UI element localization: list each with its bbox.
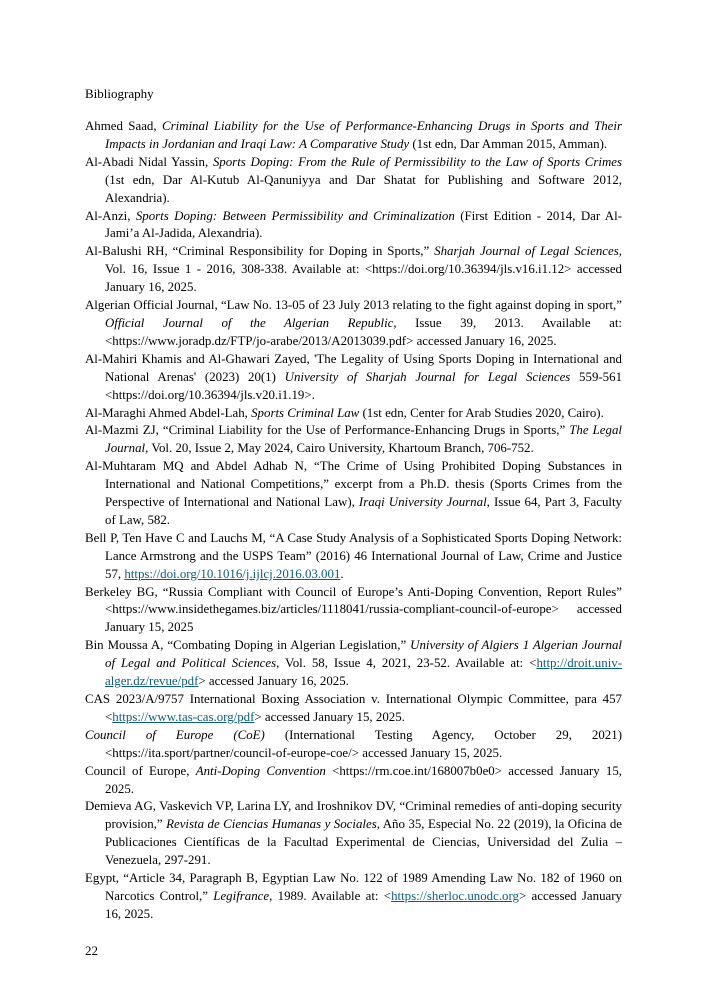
reference-text: , Issue 64, Part 3, Faculty of Law, 582.: [105, 495, 622, 527]
reference-entry: [85, 243, 622, 297]
reference-text: 559-561 <https://doi.org/10.36394/jls.v20.i1.19>.: [105, 369, 623, 402]
reference-title: Sports Doping: Between Permissibility and Criminalization: [135, 208, 455, 223]
reference-entry: [85, 870, 622, 924]
reference-text: Algerian Official Journal, “Law No. 13-05 of 23 July 2013 relating to the fight against doping in sport,”: [85, 298, 622, 313]
reference-text: Al-Maraghi Ahmed Abdel-Lah,: [85, 405, 252, 420]
reference-title: University of Algiers 1 Algerian Journal of Legal and Political Sciences: [105, 638, 623, 671]
reference-text: (1st edn, Center for Arab Studies 2020, Cairo).: [359, 405, 604, 420]
reference-text: Al-Balushi RH, “Criminal Responsibility for Doping in Sports,”: [85, 244, 435, 259]
reference-entry: [85, 351, 622, 405]
reference-link[interactable]: http://droit.univ-alger.dz/revue/pdf: [105, 656, 623, 689]
reference-entry: [85, 637, 622, 691]
reference-entry: [85, 763, 622, 799]
reference-text: CAS 2023/A/9757 International Boxing Association v. International Olympic Committee, para 457 <: [85, 692, 622, 724]
reference-text: Demieva AG, Vaskevich VP, Larina LY, and Iroshnikov DV, “Criminal remedies of anti-doping security provision,”: [85, 799, 622, 832]
reference-link[interactable]: https://sherloc.unodc.org: [391, 888, 519, 903]
reference-text: Egypt, “Article 34, Paragraph B, Egyptian Law No. 122 of 1989 Amending Law No. 182 of 1960 on Narcotics Control,”: [85, 871, 622, 903]
reference-text: Al-Mahiri Khamis and Al-Ghawari Zayed, 'The Legality of Using Sports Doping in International and National Arenas' (2023) 20(1): [85, 351, 622, 384]
reference-title: Criminal Liability for the Use of Performance-Enhancing Drugs in Sports and Their Impacts in Jordanian and Iraqi Law: A Comparative Study: [105, 119, 622, 151]
reference-text: Al-Muhtaram MQ and Abdel Adhab N, “The Crime of Using Prohibited Doping Substances in International and National Competitions,” excerpt from a Ph.D. thesis (Sports Crimes from the Perspective of International and National Law),: [85, 459, 622, 510]
reference-entry: [85, 584, 622, 638]
reference-text: .: [340, 566, 344, 581]
reference-entry: [85, 458, 622, 530]
reference-text: <https://rm.coe.int/168007b0e0> accessed January 15, 2025.: [105, 763, 623, 796]
reference-text: > accessed January 16, 2025.: [198, 674, 349, 689]
reference-text: Berkeley BG, “Russia Compliant with Council of Europe’s Anti-Doping Convention, Report Rules” <https://www.insidethegames.biz/articles/1118041/russia-compliant-council-of-europe> accessed January 15, 2025: [85, 584, 622, 635]
reference-title: The Legal Journal: [105, 423, 622, 456]
reference-title: Revista de Ciencias Humanas y Sociales: [166, 817, 377, 832]
reference-link[interactable]: https://doi.org/10.1016/j.ijlcj.2016.03.001: [124, 566, 341, 581]
reference-title: Official Journal of the Algerian Republic: [105, 315, 394, 330]
reference-title: Anti-Doping Convention: [195, 763, 326, 778]
reference-entry: [85, 118, 622, 154]
reference-text: , Vol. 58, Issue 4, 2021, 23-52. Available at: <: [276, 656, 537, 671]
reference-title: Sports Criminal Law: [251, 405, 360, 420]
reference-text: Ahmed Saad,: [85, 119, 162, 133]
reference-text: , Vol. 16, Issue 1 - 2016, 308-338. Available at: <https://doi.org/10.36394/jls.v16.i1.12> accessed January 16, 2025.: [105, 244, 622, 295]
reference-entry: [85, 727, 622, 763]
reference-entry: [85, 422, 622, 458]
reference-text: > accessed January 16, 2025.: [105, 888, 622, 921]
reference-text: (International Testing Agency, October 29, 2021) <https://ita.sport/partner/council-of-europe-coe/> accessed January 15, 2025.: [105, 727, 622, 760]
reference-entry: [85, 691, 622, 727]
reference-text: (1st edn, Dar Al-Kutub Al-Qanuniyya and Dar Shatat for Publishing and Software 2012, Alexandria).: [105, 172, 622, 205]
reference-title: Council of Europe (CoE): [85, 727, 265, 742]
page-number: 22: [85, 943, 98, 958]
reference-text: Bin Moussa A, “Combating Doping in Algerian Legislation,”: [85, 638, 411, 653]
reference-title: Iraqi University Journal: [358, 495, 487, 510]
reference-title: Sharjah Journal of Legal Sciences: [434, 244, 619, 259]
reference-title: Sports Doping: From the Rule of Permissibility to the Law of Sports Crimes: [212, 154, 622, 169]
reference-text: , Vol. 20, Issue 2, May 2024, Cairo University, Khartoum Branch, 706-752.: [145, 441, 534, 456]
reference-entry: [85, 530, 622, 584]
reference-text: Al-Mazmi ZJ, “Criminal Liability for the Use of Performance-Enhancing Drugs in Sports,”: [85, 423, 570, 438]
reference-entry: [85, 405, 622, 423]
reference-text: , 1989. Available at: <: [269, 888, 392, 903]
reference-text: (1st edn, Dar Amman 2015, Amman).: [409, 136, 608, 151]
bibliography-heading: Bibliography: [85, 86, 154, 101]
reference-entry: [85, 798, 622, 870]
reference-text: Al-Anzi,: [85, 208, 136, 223]
reference-entry: [85, 297, 622, 351]
reference-text: Al-Abadi Nidal Yassin,: [85, 154, 213, 169]
reference-title: University of Sharjah Journal for Legal Sciences: [284, 369, 571, 384]
reference-title: Legifrance: [213, 888, 270, 903]
reference-text: > accessed January 15, 2025.: [254, 709, 405, 724]
reference-text: , Issue 39, 2013. Available at: <https://www.joradp.dz/FTP/jo-arabe/2013/A2013039.pdf> accessed January 16, 2025.: [105, 315, 622, 348]
reference-text: Bell P, Ten Have C and Lauchs M, “A Case Study Analysis of a Sophisticated Sports Doping Network: Lance Armstrong and the USPS Team” (2016) 46 International Journal of Law, Crime and Justice 57,: [85, 530, 622, 581]
reference-entry: [85, 208, 622, 244]
reference-text: (First Edition - 2014, Dar Al-Jami’a Al-Jadida, Alexandria).: [105, 208, 622, 241]
reference-link[interactable]: https://www.tas-cas.org/pdf: [112, 709, 255, 724]
reference-list: [85, 118, 622, 924]
reference-entry: [85, 154, 622, 208]
reference-text: , Año 35, Especial No. 22 (2019), la Oficina de Publicaciones Científicas de la Facultad Experimental de Ciencias, Universidad del Zulia –Venezuela, 297-291.: [105, 817, 622, 868]
reference-text: Council of Europe,: [85, 763, 196, 778]
